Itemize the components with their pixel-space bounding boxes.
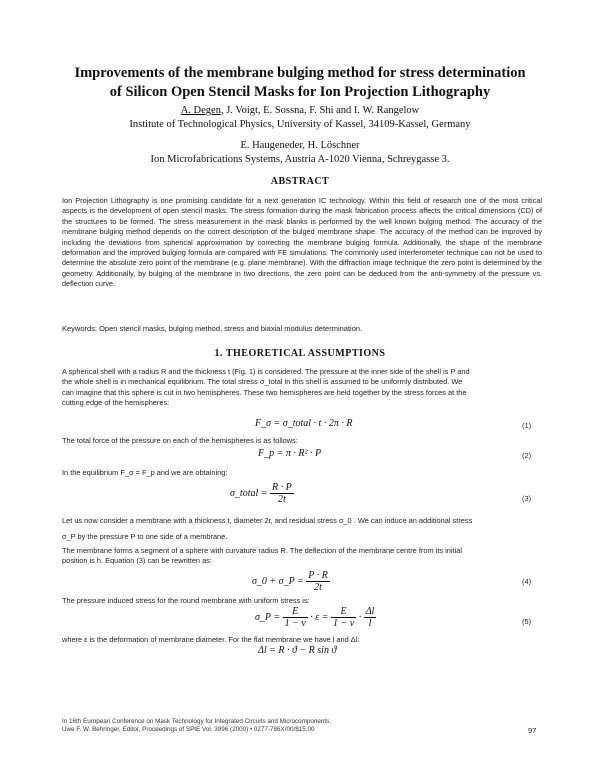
co-authors: , J. Voigt, E. Sossna, F. Shi and I. W. Rangelow xyxy=(220,105,420,116)
equation-1: F_σ = σ_total · t · 2π · R xyxy=(255,418,353,429)
author-line-2: E. Haugeneder, H. Löschner xyxy=(240,140,360,151)
p1-line-3: can imagine that this sphere is cut in two hemispheres. These two hemispheres are held together by the stress forces at the xyxy=(62,387,467,397)
keywords: Keywords: Open stencil masks, bulging method, stress and biaxial modulus determination. xyxy=(62,324,363,333)
p4-line-1: Let us now consider a membrane with a thickness t, diameter 2r, and residual stress σ_0 . We can induce an additional stress xyxy=(62,516,473,525)
author-block-2 xyxy=(40,139,560,167)
eq5-fraction-1 xyxy=(283,606,308,629)
p5-line-2: position is h. Equation (3) can be rewritten as: xyxy=(62,556,212,566)
eq3-left: σ_total = xyxy=(230,487,268,499)
affiliation-1: Institute of Technological Physics, University of Kassel, 34109-Kassel, Germany xyxy=(129,119,471,130)
equation-3-number: (3) xyxy=(522,494,532,503)
equation-6: Δl = R · ϑ − R sin ϑ xyxy=(258,645,337,656)
paper-title xyxy=(40,64,560,102)
equation-5-number: (5) xyxy=(522,617,532,626)
eq3-numerator: R · P xyxy=(272,482,292,493)
title-line-2: of Silicon Open Stencil Masks for Ion Projection Lithography xyxy=(109,84,491,100)
abstract-text: Ion Projection Lithography is one promising candidate for a next generation IC technology. Within this field of research one of the most critical aspects is the development of open stencil masks. The stress formation during the mask fabrication process affects the critical dimensions (CD) of the structures to be formed. The stress measurement in the mask blanks is performed by the well known bulging method. The accuracy of the membrane bulging method depends on the correct description of the bulged membrane shape. The accuracy of the method can be improved by including the deviations from spherical approximation by correcting the membrane bulging formula. Additionally, the shape of the membrane deformation and the improved bulging formula are compared with FE simulations. The commonly used interferometer technique can not be used to determine the absolute zero point of the membrane (e.g. plane membrane). With the diffraction image technique the zero point is determined by the geometry. Additionally, by bulging of the membrane in two directions, the zero point can be deduced from the anti-symmetry of the pressure vs. deflection curve. xyxy=(62,196,542,289)
footer-line-2: Uwe F. W. Behringer, Editor, Proceedings of SPIE Vol. 3996 (2000) • 0277-786X/00/$15.00 xyxy=(62,726,315,733)
affiliation-2: Ion Microfabrications Systems, Austria A-1020 Vienna, Schreygasse 3. xyxy=(150,154,450,165)
eq5-fraction-3 xyxy=(364,606,377,629)
lead-author: A. Degen xyxy=(180,105,221,116)
paragraph-5 xyxy=(62,546,542,567)
paragraph-7: where ε is the deformation of membrane diameter. For the flat membrane we have l and Δl: xyxy=(62,635,360,644)
equation-5: σ_P = $\frac{E}{1 - \nu}$ · ε = $\frac{E}{1 - \nu}$ · $\frac{\Delta l}{l}$ xyxy=(255,606,375,629)
paragraph-3: In the equilibrium F_σ = F_p and we are obtaining: xyxy=(62,468,228,477)
eq4-left: σ_0 + σ_P = xyxy=(252,575,304,587)
equation-1-number: (1) xyxy=(522,421,532,430)
eq5-f2-denominator: 1 − ν xyxy=(333,618,355,629)
paragraph-1 xyxy=(62,367,542,409)
eq4-fraction xyxy=(306,570,330,593)
abstract-heading: ABSTRACT xyxy=(270,176,330,187)
eq4-denominator: 2t xyxy=(314,582,322,593)
author-line-1 xyxy=(40,104,560,118)
footer-line-1: In 16th European Conference on Mask Technology for Integrated Circuits and Microcomponents, xyxy=(62,718,332,725)
equation-4 xyxy=(252,570,330,593)
p4-line-2: σ_P by the pressure P to one side of a membrane. xyxy=(62,532,228,542)
eq5-f1-numerator: E xyxy=(283,606,308,618)
p1-line-4: cutting edge of the hemispheres: xyxy=(62,398,170,408)
eq5-fraction-2 xyxy=(331,606,356,629)
p1-line-2: the whole shell is in mechanical equilibrium. The total stress σ_total in this shell is assumed to be uniformly distributed. We xyxy=(62,377,463,387)
equation-2-number: (2) xyxy=(522,451,532,460)
equation-4-number: (4) xyxy=(522,577,532,586)
eq5-mid: · ε = xyxy=(310,611,329,623)
p1-line-1: A spherical shell with a radius R and the thickness t (Fig. 1) is considered. The pressure at the inner side of the shell is P and xyxy=(62,367,470,376)
section-heading: 1. THEORETICAL ASSUMPTIONS xyxy=(214,348,386,359)
eq5-f3-denominator: l xyxy=(368,618,372,629)
eq5-f3-numerator: Δl xyxy=(365,606,375,617)
eq4-numerator: P · R xyxy=(308,570,328,581)
paragraph-6: The pressure induced stress for the round membrane with uniform stress is: xyxy=(62,596,310,605)
eq3-fraction xyxy=(270,482,294,505)
eq3-denominator: 2t xyxy=(277,494,286,505)
eq5-f1-denominator: 1 − ν xyxy=(284,618,306,629)
paragraph-2: The total force of the pressure on each of the hemispheres is as follows: xyxy=(62,436,298,445)
p5-line-1: The membrane forms a segment of a sphere with curvature radius R. The deflection of the membrane centre from its initial xyxy=(62,546,462,555)
paragraph-4 xyxy=(62,516,542,543)
equation-3 xyxy=(230,482,294,505)
page-number: 97 xyxy=(528,726,537,735)
equation-2: F_p = π · R² · P xyxy=(258,448,322,459)
eq5-f2-numerator: E xyxy=(331,606,356,618)
author-block-1 xyxy=(40,104,560,132)
footer-citation xyxy=(62,718,331,734)
eq5-left: σ_P = xyxy=(255,611,281,623)
title-line-1: Improvements of the membrane bulging method for stress determination xyxy=(74,65,526,81)
